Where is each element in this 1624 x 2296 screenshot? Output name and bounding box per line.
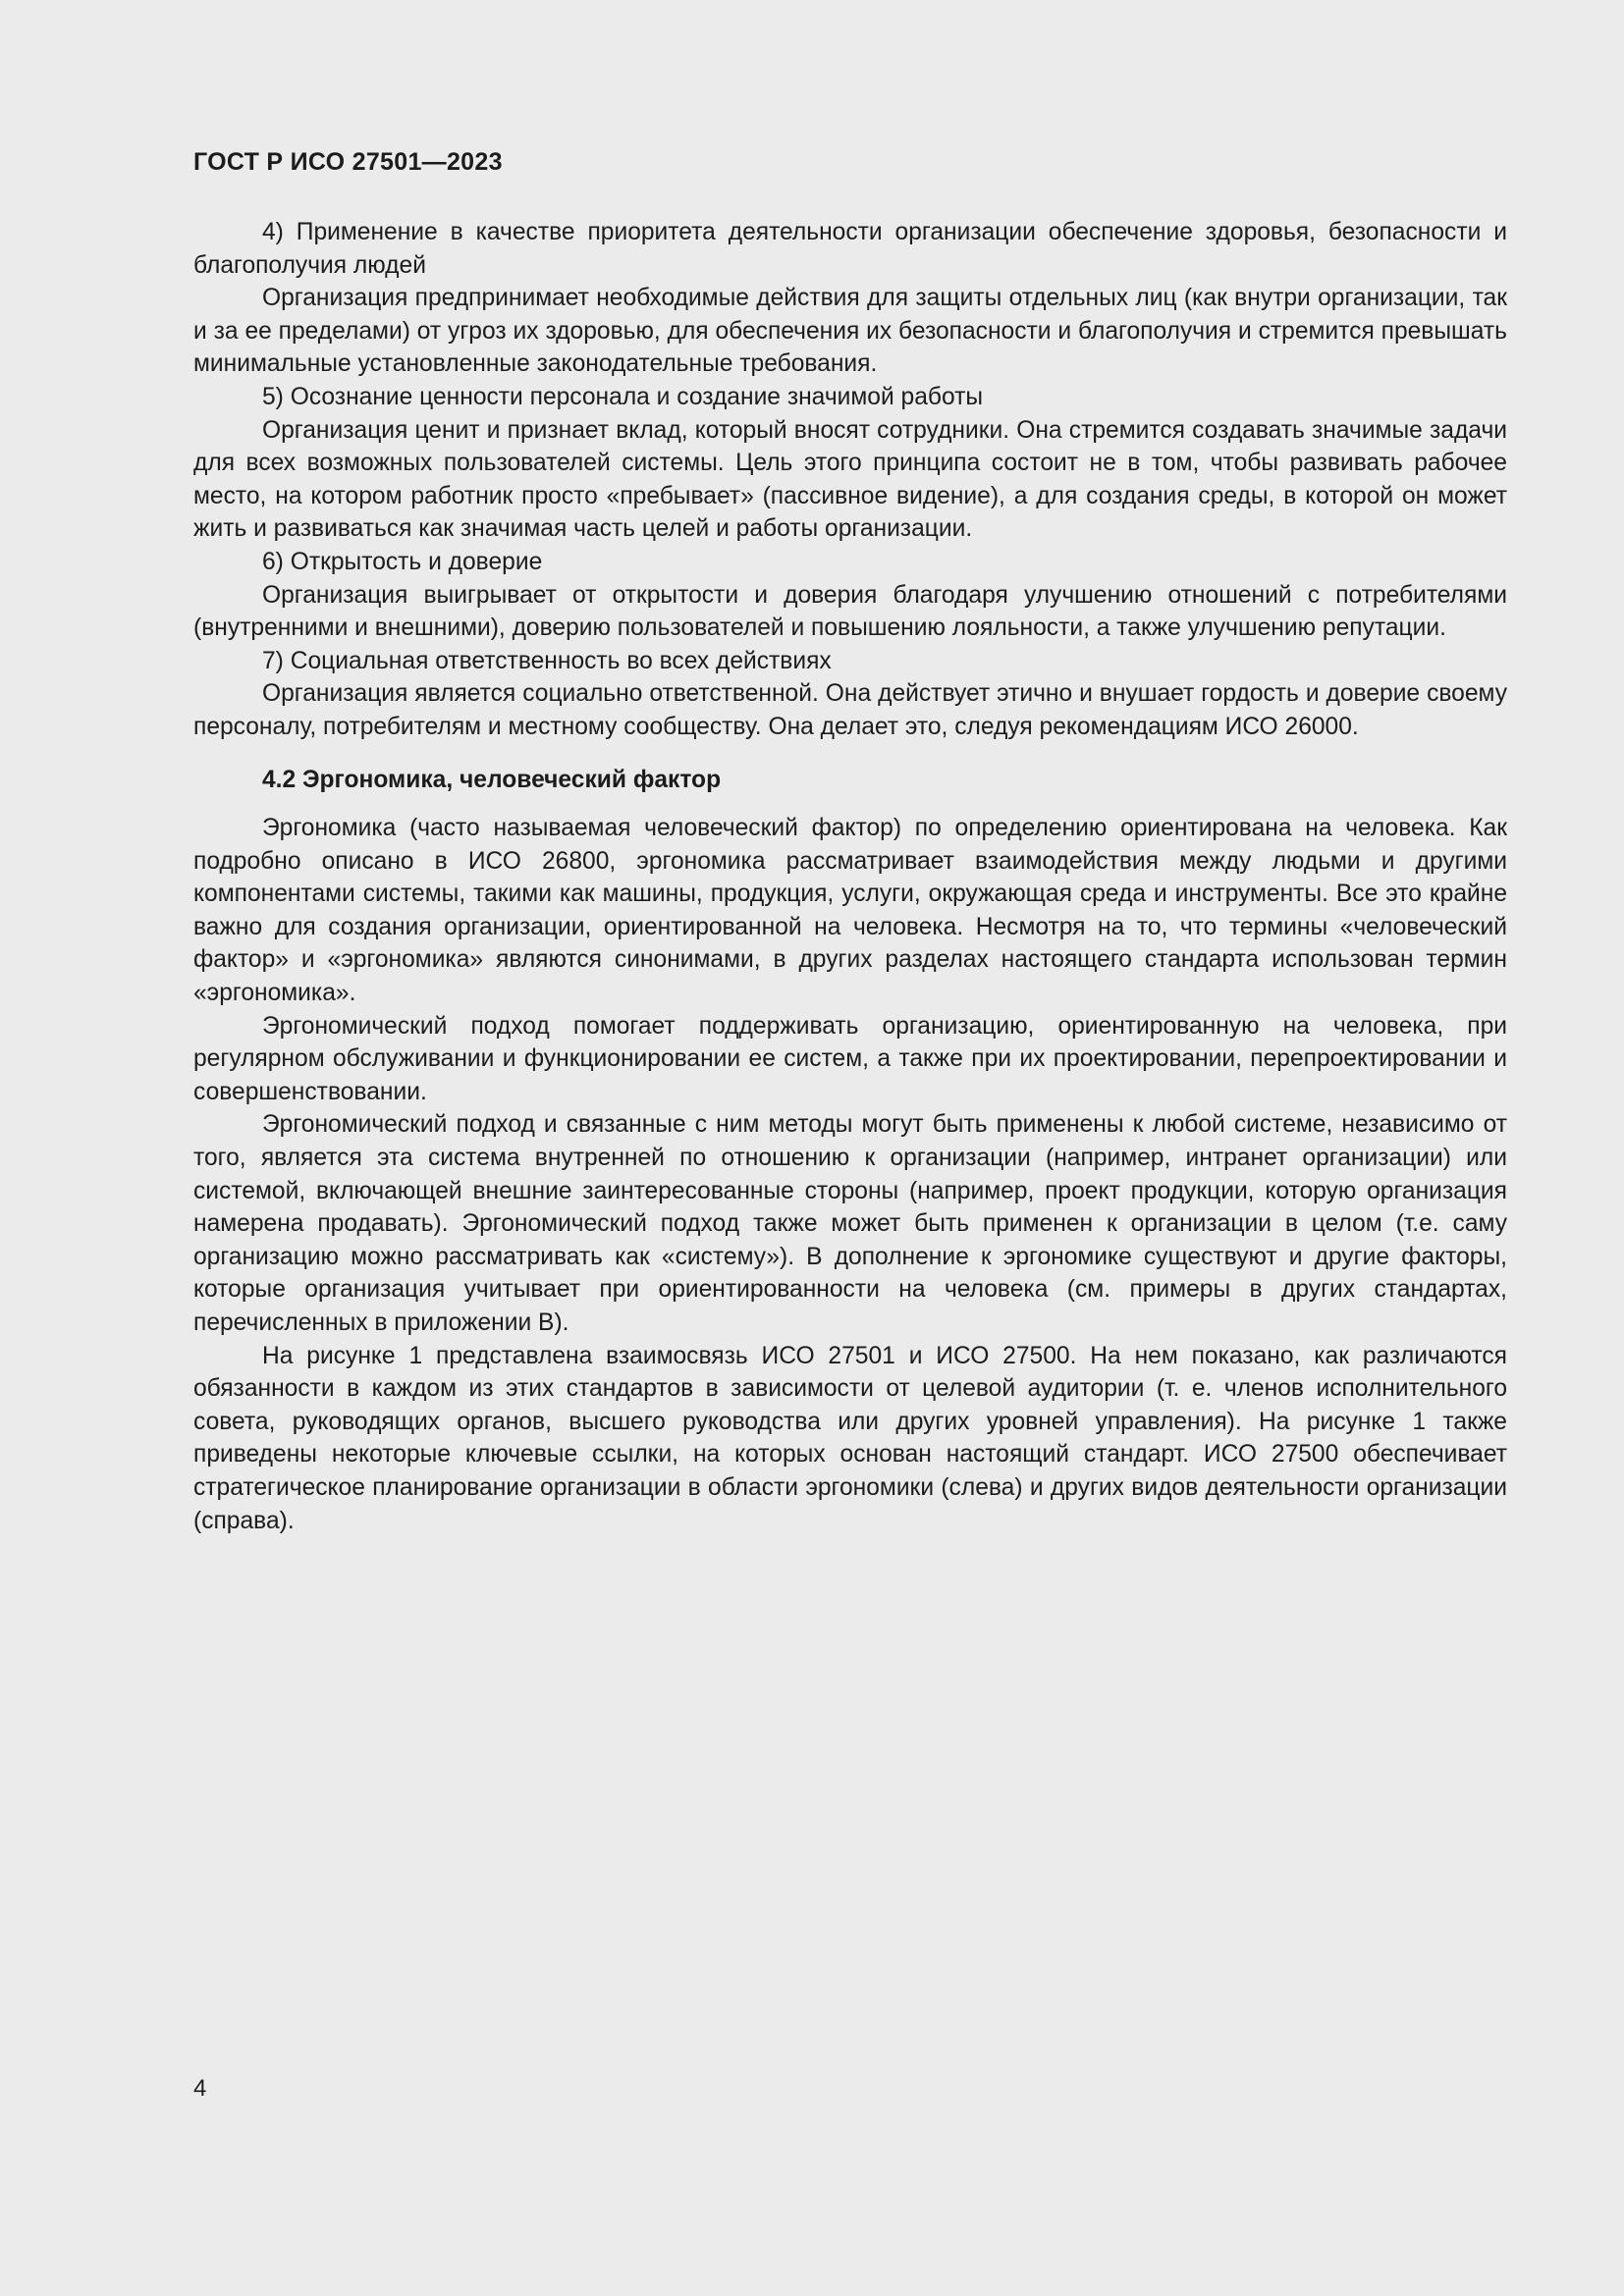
paragraph-principle-4-text: Организация предпринимает необходимые действия для защиты отдельных лиц (как внутри организации, так и за ее пределами) от угроз их здоровью, для обеспечения их безопасности и благополучия и стремится превышать минимальные установленные законодательные требования. (193, 285, 1507, 378)
paragraph-principle-5-text: Организация ценит и признает вклад, который вносят сотрудники. Она стремится создавать значимые задачи для всех возможных пользователей системы. Цель этого принципа состоит не в том, чтобы развивать рабочее место, на котором работник просто «пребывает» (пассивное видение), а для создания среды, в которой он может жить и развиваться как значимая часть целей и работы организации. (193, 416, 1507, 543)
document-page (193, 147, 1507, 1537)
page-number: 4 (193, 2075, 207, 2102)
paragraph-principle-7-text: Организация является социально ответственной. Она действует этично и внушает гордость и доверие своему персоналу, потребителям и местному сообществу. Она делает это, следуя рекомендациям ИСО 26000. (193, 680, 1507, 740)
section-heading-4-2: 4.2 Эргономика, человеческий фактор (262, 766, 722, 793)
paragraph-ergonomics-definition: Эргономика (часто называемая человеческий фактор) по определению ориентирована на человека. Как подробно описано в ИСО 26800, эргономика рассматривает взаимодействия между людьми и другими компонентами системы, такими как машины, продукция, услуги, окружающая среда и инструменты. Все это крайне важно для создания организации, ориентированной на человека. Несмотря на то, что термины «человеческий фактор» и «эргономика» являются синонимами, в других разделах настоящего стандарта использован термин «эргономика». (193, 815, 1507, 1007)
paragraph-principle-7-title: 7) Социальная ответственность во всех действиях (262, 647, 832, 674)
paragraph-principle-5-title: 5) Осознание ценности персонала и создание значимой работы (262, 383, 984, 410)
document-header: ГОСТ Р ИСО 27501—2023 (193, 148, 503, 176)
paragraph-ergonomic-methods: Эргономический подход и связанные с ним методы могут быть применены к любой системе, независимо от того, является эта система внутренней по отношению к организации (например, интранет организации) или системой, включающей внешние заинтересованные стороны (например, проект продукции, которую организация намерена продавать). Эргономический подход также может быть применен к организации в целом (т.е. саму организацию можно рассматривать как «систему»). В дополнение к эргономике существуют и другие факторы, которые организация учитывает при ориентированности на человека (см. примеры в других стандартах, перечисленных в приложении В). (193, 1111, 1507, 1336)
paragraph-principle-4-title: 4) Применение в качестве приоритета деятельности организации обеспечение здоровья, безопасности и благополучия людей (193, 219, 1507, 279)
paragraph-principle-6-title: 6) Открытость и доверие (262, 548, 543, 575)
paragraph-principle-6-text: Организация выигрывает от открытости и доверия благодаря улучшению отношений с потребителями (внутренними и внешними), доверию пользователей и повышению лояльности, а также улучшению репутации. (193, 581, 1507, 642)
document-body (193, 216, 1507, 1537)
paragraph-figure-1-description: На рисунке 1 представлена взаимосвязь ИСО 27501 и ИСО 27500. На нем показано, как различаются обязанности в каждом из этих стандартов в зависимости от целевой аудитории (т. е. членов исполнительного совета, руководящих органов, высшего руководства или других уровней управления). На рисунке 1 также приведены некоторые ключевые ссылки, на которых основан настоящий стандарт. ИСО 27500 обеспечивает стратегическое планирование организации в области эргономики (слева) и других видов деятельности организации (справа). (193, 1342, 1507, 1534)
paragraph-ergonomic-approach: Эргономический подход помогает поддерживать организацию, ориентированную на человека, при регулярном обслуживании и функционировании ее систем, а также при их проектировании, перепроектировании и совершенствовании. (193, 1012, 1507, 1105)
